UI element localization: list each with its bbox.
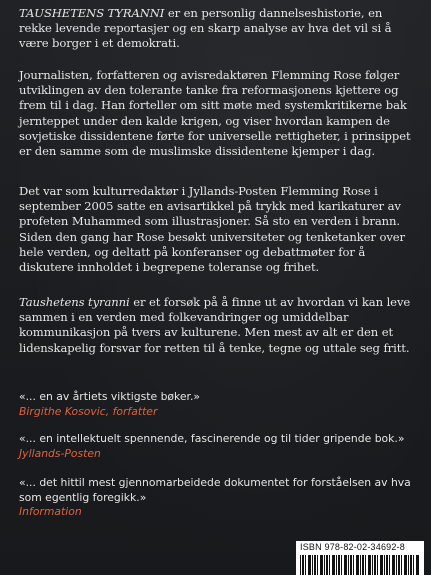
review-quote-2 <box>19 432 417 461</box>
review-quote-3 <box>19 476 417 520</box>
quote-text: «... en av årtiets viktigste bøker.» <box>19 390 201 403</box>
book-title-inline: TAUSHETENS TYRANNI <box>19 6 165 20</box>
paragraph-3-text: er et forsøk på å finne ut av hvordan vi kan leve sammen i en verden med folkevandringer og umiddelbar kommunikasjon på tvers av kulturene. Men mest av alt er den et lidenskapelig forsvar for retten til å tenke, tegne og uttale seg fritt. <box>19 295 411 355</box>
body-paragraph-3 <box>19 295 417 356</box>
barcode-bars <box>300 555 420 575</box>
paragraph-1-text: Journalisten, forfatteren og avisredaktøren Flemming Rose følger utviklingen av den tolerante tanke fra reformasjonens kjettere og frem til i dag. Han forteller om sitt møte med systemkritikerne bak jernteppet under den kalde krigen, og viser hvordan kampen de sovjetiske dissidentene førte for universelle rettigheter, i prinsippet er den samme som de muslimske dissidentene kjemper i dag. <box>19 68 411 159</box>
book-title-inline-2: Taushetens tyranni <box>19 295 130 309</box>
body-paragraph-2 <box>19 184 417 275</box>
barcode <box>296 541 424 575</box>
intro-paragraph <box>19 6 417 52</box>
paragraph-2-text: Det var som kulturredaktør i Jyllands-Posten Flemming Rose i september 2005 satte en avisartikkel på trykk med karikaturer av profeten Muhammed som illustrasjoner. Så sto en verden i brann. Siden den gang har Rose besøkt universiteter og tenketanker over hele verden, og deltatt på konferanser og debattmøter for å diskutere innholdet i begrepene toleranse og frihet. <box>19 184 405 275</box>
quote-text: «... det hittil mest gjennomarbeidede dokumentet for forståelsen av hva som egentlig foregikk.» <box>19 476 411 504</box>
quote-source: Birgithe Kosovic, forfatter <box>19 404 158 418</box>
quote-text: «... en intellektuelt spennende, fascinerende og til tider gripende bok.» <box>19 432 405 445</box>
quote-source: Information <box>19 505 82 519</box>
intro-text: er en personlig dannelseshistorie, en rekke levende reportasjer og en skarp analyse av hva det vil si å være borger i et demokrati. <box>19 6 392 51</box>
isbn-label: ISBN 978-82-02-34692-8 <box>300 542 405 552</box>
quote-source: Jyllands-Posten <box>19 446 101 460</box>
review-quote-1 <box>19 390 417 419</box>
body-paragraph-1 <box>19 68 417 159</box>
